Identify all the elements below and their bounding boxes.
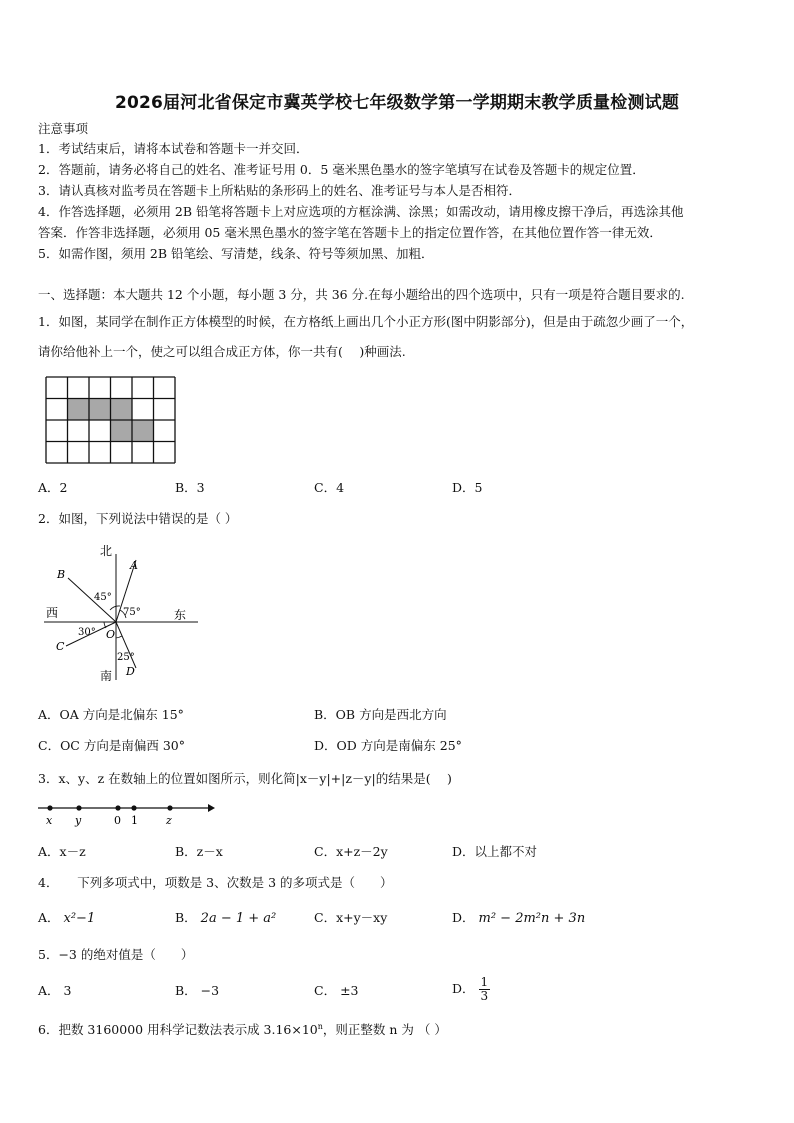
- note-item: 5．如需作图，须用 2B 铅笔绘、写清楚，线条、符号等须加黑、加粗．: [38, 246, 434, 261]
- q4-option-a-letter: A．: [38, 910, 60, 925]
- q1-option-a[interactable]: A．2: [38, 480, 68, 495]
- shaded-cell: [132, 420, 154, 442]
- note-item: 答案．作答非选择题，必须用 05 毫米黑色墨水的签字笔在答题卡上的指定位置作答，在其他位置作答一律无效．: [38, 225, 662, 240]
- q2-option-d[interactable]: D．OD 方向是南偏东 25°: [314, 738, 462, 753]
- q1-option-c[interactable]: C．4: [314, 480, 345, 495]
- shaded-cell: [89, 399, 111, 421]
- q5-option-c-expr: ±3: [340, 983, 359, 998]
- q5-stem: 5．−3 的绝对值是（ ）: [38, 947, 194, 962]
- q4-option-d[interactable]: [452, 909, 585, 928]
- shaded-cell: [111, 420, 133, 442]
- point-y: [76, 805, 81, 810]
- q2-stem: 2．如图，下列说法中错误的是（ ）: [38, 511, 238, 526]
- q6-stem-pre: 6．把数 3160000 用科学记数法表示成 3.16×10: [38, 1022, 318, 1038]
- q5-option-b-expr: −3: [200, 983, 220, 998]
- label-west: 西: [46, 606, 59, 620]
- q4-option-b-letter: B．: [175, 910, 197, 925]
- shaded-cell: [111, 399, 133, 421]
- angle-30: 30°: [78, 627, 96, 638]
- angle-45: 45°: [94, 592, 112, 603]
- q6-stem: [38, 1018, 447, 1039]
- q1-option-b[interactable]: B．3: [175, 480, 205, 495]
- q5-option-d[interactable]: [452, 972, 490, 1006]
- q4-option-d-letter: D．: [452, 910, 475, 925]
- note-item: 4．作答选择题，必须用 2B 铅笔将答题卡上对应选项的方框涂满、涂黑；如需改动，请用橡皮擦干净后，再选涂其他: [38, 204, 684, 219]
- label-d: D: [126, 665, 135, 678]
- shaded-cell: [68, 399, 90, 421]
- label-o: O: [106, 628, 116, 641]
- q3-option-d[interactable]: D．以上都不对: [452, 844, 538, 859]
- axis-label-z: z: [166, 814, 172, 827]
- angle-75: 75°: [123, 607, 141, 618]
- label-c: C: [56, 640, 65, 653]
- q2-option-a[interactable]: A．OA 方向是北偏东 15°: [38, 707, 184, 722]
- q3-stem: 3．x、y、z 在数轴上的位置如图所示，则化简|x－y|+|z－y|的结果是( ): [38, 771, 452, 786]
- q5-option-a[interactable]: [38, 982, 71, 1000]
- label-a: A: [130, 559, 138, 572]
- q5-option-c-letter: C．: [314, 983, 337, 998]
- q5-option-a-letter: A．: [38, 983, 60, 998]
- q4-option-b[interactable]: [175, 909, 276, 928]
- q4-option-c[interactable]: C．x+y－xy: [314, 910, 388, 925]
- arc-45: [110, 606, 120, 610]
- q3-option-a[interactable]: A．x－z: [38, 844, 86, 859]
- label-south: 南: [100, 669, 113, 683]
- q5-option-d-letter: D．: [452, 981, 475, 996]
- q4-option-d-expr: m² − 2m²n + 3n: [478, 911, 586, 926]
- q3-option-c[interactable]: C．x+z－2y: [314, 844, 388, 859]
- note-item: 2．答题前，请务必将自己的姓名、准考证号用 0．5 毫米黑色墨水的签字笔填写在试卷及答题卡的规定位置．: [38, 162, 645, 177]
- q1-stem-line2: 请你给他补上一个，使之可以组合成正方体，你一共有( )种画法.: [38, 344, 406, 359]
- q1-grid-figure: [44, 375, 178, 465]
- q5-option-d-fraction: [479, 976, 491, 1003]
- q5-option-b[interactable]: [175, 982, 219, 1000]
- note-item: 3．请认真核对监考员在答题卡上所粘贴的条形码上的姓名、准考证号与本人是否相符．: [38, 183, 521, 198]
- fraction-denominator: 3: [480, 989, 489, 1003]
- arc-25: [116, 636, 122, 638]
- angle-25: 25°: [117, 652, 135, 663]
- point-z: [167, 805, 172, 810]
- fraction-numerator: 1: [480, 975, 489, 989]
- axis-label-1: 1: [131, 814, 138, 827]
- point-x: [47, 805, 52, 810]
- q4-option-b-expr: 2a − 1 + a²: [200, 911, 277, 926]
- section-heading: 一、选择题：本大题共 12 个小题，每小题 3 分，共 36 分.在每小题给出的四个选项中，只有一项是符合题目要求的.: [38, 287, 685, 302]
- label-b: B: [57, 568, 66, 581]
- axis-label-0: 0: [114, 814, 121, 827]
- point-0: [115, 805, 120, 810]
- q3-number-line: [36, 798, 216, 828]
- q6-stem-post: ，则正整数 n 为 （ ）: [322, 1022, 447, 1038]
- page-title: 2026届河北省保定市冀英学校七年级数学第一学期期末教学质量检测试题: [114, 93, 680, 113]
- notes-heading: 注意事项: [38, 121, 89, 136]
- q6-stem-exponent: n: [317, 1022, 323, 1031]
- q4-option-a-expr: x²−1: [63, 911, 96, 926]
- q4-option-a[interactable]: [38, 909, 95, 928]
- q2-option-c[interactable]: C．OC 方向是南偏西 30°: [38, 738, 185, 753]
- q3-option-b[interactable]: B．z－x: [175, 844, 223, 859]
- axis-label-y: y: [75, 814, 82, 827]
- q5-option-b-letter: B．: [175, 983, 197, 998]
- axis-label-x: x: [46, 814, 53, 827]
- q4-stem: 4． 下列多项式中，项数是 3、次数是 3 的多项式是（ ）: [38, 875, 393, 890]
- q5-option-c[interactable]: [314, 982, 359, 1000]
- label-north: 北: [100, 544, 113, 558]
- note-item: 1．考试结束后，请将本试卷和答题卡一并交回．: [38, 141, 309, 156]
- label-east: 东: [174, 608, 187, 622]
- q2-compass-figure: [40, 540, 205, 690]
- q2-option-b[interactable]: B．OB 方向是西北方向: [314, 707, 447, 722]
- q1-option-d[interactable]: D．5: [452, 480, 483, 495]
- q5-option-a-expr: 3: [63, 983, 72, 998]
- point-1: [131, 805, 136, 810]
- q1-stem-line1: 1．如图，某同学在制作正方体模型的时候，在方格纸上画出几个小正方形(图中阴影部分)，但是由于疏忽少画了一个，: [38, 314, 694, 329]
